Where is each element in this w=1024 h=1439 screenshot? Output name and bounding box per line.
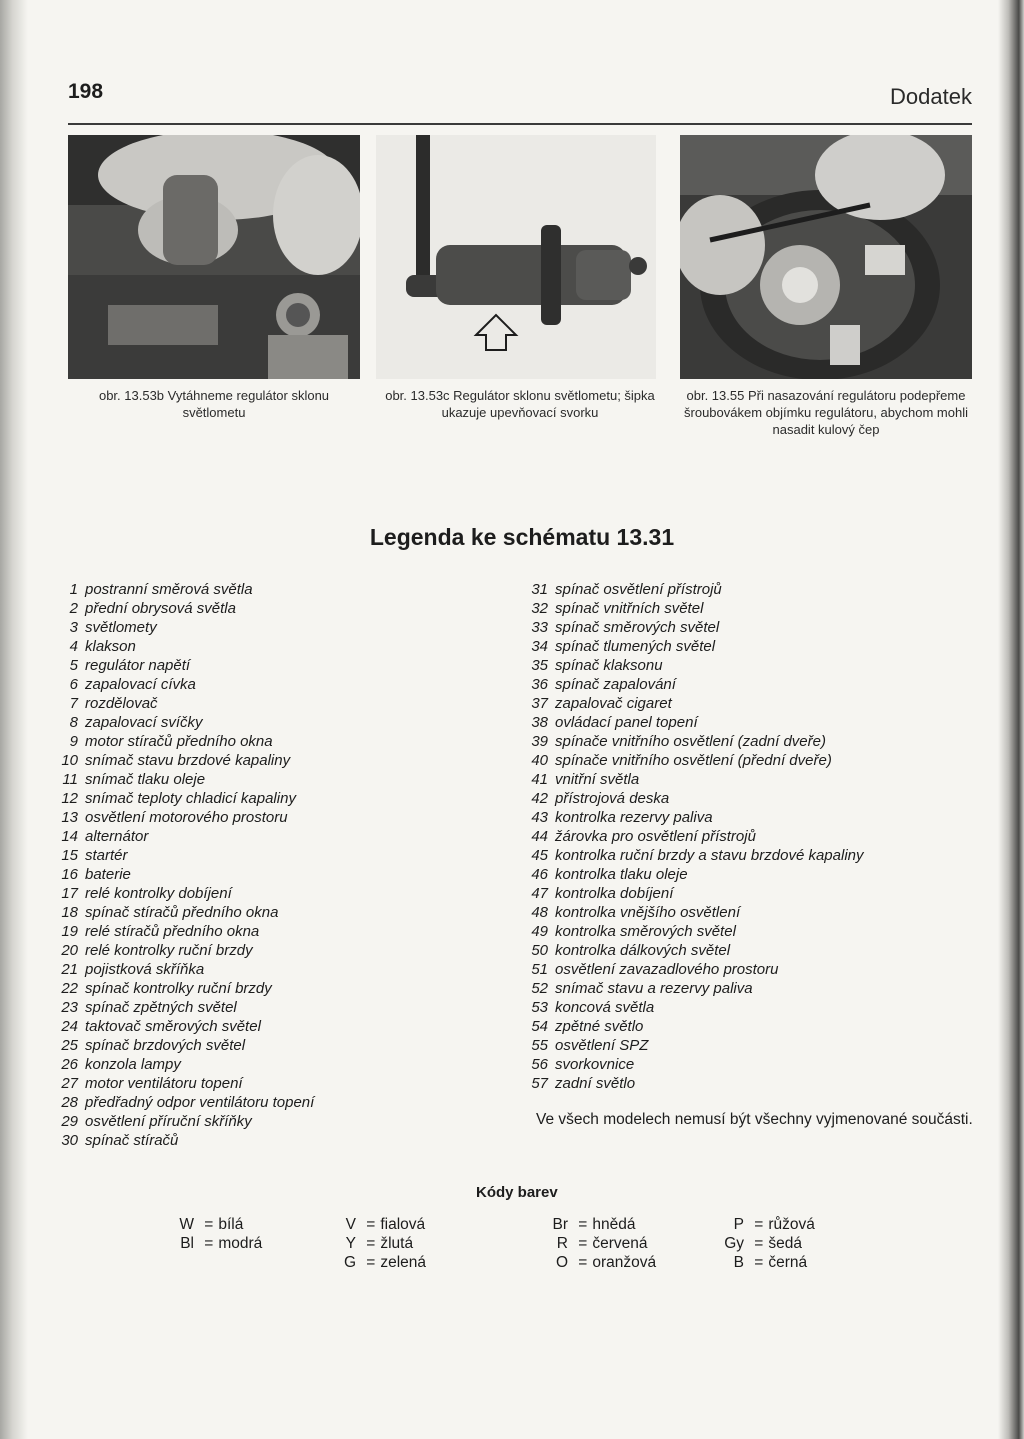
figure-caption: obr. 13.55 Při nasazování regulátoru podepřeme šroubovákem objímku regulátoru, abychom mohli nasadit kulový čep [684, 388, 968, 437]
legend-item-text: zapalovací cívka [85, 676, 196, 693]
legend-item-text: žárovka pro osvětlení přístrojů [555, 828, 756, 845]
legend-item-number: 27 [61, 1075, 78, 1092]
legend-item [522, 903, 864, 922]
legend-item-text: relé kontrolky ruční brzdy [85, 942, 253, 959]
color-code-item: V = fialová [334, 1215, 426, 1234]
legend-item-number: 30 [61, 1132, 78, 1149]
legend-item-text: kontrolka dálkových světel [555, 942, 731, 959]
legend-item-number: 37 [531, 695, 548, 712]
legend-note: Ve všech modelech nemusí být všechny vyjmenované součásti. [536, 1111, 973, 1128]
legend-item-text: spínač stíračů [85, 1132, 179, 1149]
legend-item [522, 1017, 864, 1036]
color-code: R [556, 1235, 568, 1252]
color-name: oranžová [592, 1254, 657, 1271]
legend-item-text: pojistková skříňka [85, 961, 205, 978]
legend-item-text: taktovač směrových světel [85, 1018, 261, 1035]
legend-item-text: motor stíračů předního okna [85, 733, 273, 750]
legend-item-number: 21 [61, 961, 78, 978]
legend-item [522, 656, 864, 675]
legend-item-text: předřadný odpor ventilátoru topení [85, 1094, 315, 1111]
legend-item-text: kontrolka ruční brzdy a stavu brzdové kapaliny [555, 847, 864, 864]
legend-item-number: 36 [531, 676, 548, 693]
legend-item [522, 865, 864, 884]
header-rule [68, 123, 972, 125]
legend-item-number: 35 [531, 657, 548, 674]
legend-item [52, 865, 314, 884]
figure-caption: obr. 13.53c Regulátor sklonu světlometu; šipka ukazuje upevňovací svorku [385, 388, 655, 420]
color-code-item: Y = žlutá [334, 1234, 426, 1253]
legend-item-number: 46 [531, 866, 548, 883]
legend-item [522, 884, 864, 903]
legend-item-number: 40 [531, 752, 548, 769]
legend-item [52, 618, 314, 637]
legend-item-number: 18 [61, 904, 78, 921]
color-name: černá [768, 1254, 808, 1271]
legend-item-number: 12 [61, 790, 78, 807]
legend-item [522, 846, 864, 865]
legend-item-text: spínač vnitřních světel [555, 600, 704, 617]
legend-item-number: 9 [69, 733, 78, 750]
legend-item-number: 47 [531, 885, 548, 902]
legend-item [52, 656, 314, 675]
legend-item-text: kontrolka tlaku oleje [555, 866, 688, 883]
legend-item [52, 1036, 314, 1055]
legend-item [52, 1093, 314, 1112]
legend-item-number: 15 [61, 847, 78, 864]
page-edge-right [998, 0, 1024, 1439]
legend-item-number: 19 [61, 923, 78, 940]
color-code-item: O = oranžová [546, 1253, 656, 1272]
legend-item [522, 922, 864, 941]
legend-item [52, 903, 314, 922]
legend-item-number: 26 [61, 1056, 78, 1073]
legend-item-number: 45 [531, 847, 548, 864]
color-code: Gy [724, 1235, 744, 1252]
legend-heading: Legenda ke schématu 13.31 [369, 524, 675, 550]
legend-item [522, 751, 864, 770]
legend-item-text: snímač stavu brzdové kapaliny [85, 752, 291, 769]
legend-item-text: zapalovací svíčky [85, 714, 203, 731]
legend-item-number: 54 [531, 1018, 548, 1035]
color-name: růžová [768, 1216, 815, 1233]
legend-item-number: 49 [531, 923, 548, 940]
legend-item-number: 33 [531, 619, 548, 636]
color-code-column [722, 1215, 815, 1272]
legend-item-number: 24 [61, 1018, 78, 1035]
legend-item [52, 1074, 314, 1093]
legend-item-number: 16 [61, 866, 78, 883]
color-code-item: Bl = modrá [172, 1234, 262, 1253]
legend-item-text: koncová světla [555, 999, 655, 1016]
legend-item-number: 1 [69, 581, 78, 598]
legend-item [522, 1074, 864, 1093]
legend-item-text: snímač stavu a rezervy paliva [555, 980, 753, 997]
legend-item [522, 599, 864, 618]
legend-item-text: spínač zapalování [555, 676, 676, 693]
color-name: červená [592, 1235, 648, 1252]
legend-item-number: 13 [61, 809, 78, 826]
legend-item-text: snímač teploty chladicí kapaliny [85, 790, 296, 807]
photo-13-55 [680, 135, 972, 379]
legend-item-number: 4 [69, 638, 78, 655]
color-code: W [179, 1216, 194, 1233]
legend-item-text: relé kontrolky dobíjení [85, 885, 232, 902]
legend-item [52, 1055, 314, 1074]
legend-item [522, 1055, 864, 1074]
legend-item-text: snímač tlaku oleje [85, 771, 206, 788]
color-name: žlutá [380, 1235, 414, 1252]
legend-item-text: zadní světlo [555, 1075, 636, 1092]
legend-item-text: osvětlení motorového prostoru [85, 809, 288, 826]
color-code-column [334, 1215, 426, 1272]
legend-item-text: vnitřní světla [555, 771, 640, 788]
legend-item-number: 2 [69, 600, 78, 617]
page-number: 198 [68, 80, 104, 103]
legend-item [52, 998, 314, 1017]
color-code-item: G = zelená [334, 1253, 426, 1272]
legend-item-text: spínač osvětlení přístrojů [555, 581, 722, 598]
legend-item [522, 827, 864, 846]
legend-item-number: 20 [61, 942, 78, 959]
legend-item-number: 23 [61, 999, 78, 1016]
legend-item-text: osvětlení zavazadlového prostoru [555, 961, 779, 978]
legend-item-number: 48 [531, 904, 548, 921]
legend-item-number: 39 [531, 733, 548, 750]
legend-item [52, 884, 314, 903]
legend-item-text: světlomety [85, 619, 157, 636]
color-code: O [555, 1254, 568, 1271]
color-code-item: P = růžová [722, 1215, 815, 1234]
color-code-item: B = černá [722, 1253, 815, 1272]
color-name: hnědá [592, 1216, 636, 1233]
legend-item-number: 50 [531, 942, 548, 959]
legend-item-text: spínač tlumených světel [555, 638, 716, 655]
color-code-column [172, 1215, 262, 1253]
color-name: zelená [380, 1254, 427, 1271]
legend-item [52, 979, 314, 998]
legend-item [52, 1017, 314, 1036]
legend-list-right [522, 580, 864, 1093]
legend-item [52, 1131, 314, 1150]
legend-item-number: 53 [531, 999, 548, 1016]
legend-item-number: 6 [69, 676, 78, 693]
legend-item [522, 732, 864, 751]
legend-item-number: 41 [531, 771, 548, 788]
legend-item-number: 42 [531, 790, 548, 807]
legend-item [52, 637, 314, 656]
legend-item-text: kontrolka rezervy paliva [555, 809, 713, 826]
color-code: Bl [180, 1235, 194, 1252]
legend-item [522, 789, 864, 808]
legend-item-text: svorkovnice [555, 1056, 635, 1073]
legend-item [52, 580, 314, 599]
color-code: G [343, 1254, 356, 1271]
legend-item-text: spínač zpětných světel [85, 999, 237, 1016]
legend-item [52, 713, 314, 732]
legend-item-text: spínač klaksonu [555, 657, 663, 674]
color-code-item: Br = hnědá [546, 1215, 656, 1234]
color-code-item: R = červená [546, 1234, 656, 1253]
legend-item-text: rozdělovač [85, 695, 158, 712]
legend-item-number: 57 [531, 1075, 548, 1092]
legend-item-text: alternátor [85, 828, 149, 845]
legend-item-text: kontrolka směrových světel [555, 923, 736, 940]
legend-item-number: 17 [61, 885, 78, 902]
legend-item-number: 32 [531, 600, 548, 617]
color-code: Br [552, 1216, 568, 1233]
legend-item [522, 637, 864, 656]
color-codes-heading: Kódy barev [476, 1184, 558, 1201]
legend-item-text: konzola lampy [85, 1056, 181, 1073]
legend-item-text: regulátor napětí [85, 657, 191, 674]
legend-item-number: 22 [61, 980, 78, 997]
color-name: modrá [218, 1235, 263, 1252]
legend-item [522, 694, 864, 713]
legend-item-text: motor ventilátoru topení [85, 1075, 243, 1092]
legend-item-text: startér [85, 847, 128, 864]
legend-item [522, 770, 864, 789]
legend-item-number: 10 [61, 752, 78, 769]
legend-item-text: ovládací panel topení [555, 714, 698, 731]
legend-item [52, 1112, 314, 1131]
legend-item [522, 1036, 864, 1055]
photo-13-53c [376, 135, 656, 379]
legend-item [52, 732, 314, 751]
legend-item-number: 29 [61, 1113, 78, 1130]
legend-list-left [52, 580, 314, 1150]
legend-item [522, 618, 864, 637]
section-title: Dodatek [890, 84, 972, 109]
legend-item-number: 25 [61, 1037, 78, 1054]
legend-item-text: přední obrysová světla [85, 600, 236, 617]
legend-item [522, 808, 864, 827]
color-code-column [546, 1215, 656, 1272]
legend-item-text: spínač brzdových světel [85, 1037, 246, 1054]
legend-item-text: osvětlení SPZ [555, 1037, 649, 1054]
legend-item [52, 599, 314, 618]
photo-13-53b [68, 135, 360, 379]
legend-item [52, 694, 314, 713]
legend-item [522, 998, 864, 1017]
legend-item [52, 941, 314, 960]
legend-item-number: 55 [531, 1037, 548, 1054]
legend-item-number: 8 [69, 714, 78, 731]
legend-item-number: 5 [69, 657, 78, 674]
color-code-item: Gy = šedá [722, 1234, 815, 1253]
legend-item [522, 941, 864, 960]
legend-item [52, 675, 314, 694]
legend-item-number: 31 [531, 581, 548, 598]
legend-item-text: klakson [85, 638, 136, 655]
legend-item-text: kontrolka dobíjení [555, 885, 674, 902]
color-name: šedá [768, 1235, 802, 1252]
legend-item [522, 580, 864, 599]
legend-item-text: spínače vnitřního osvětlení (přední dveře) [555, 752, 832, 769]
legend-item-number: 44 [531, 828, 548, 845]
color-code: P [733, 1216, 744, 1233]
color-code-item: W = bílá [172, 1215, 262, 1234]
legend-item [52, 960, 314, 979]
legend-item-number: 14 [61, 828, 78, 845]
legend-item-text: postranní směrová světla [85, 581, 253, 598]
legend-item-number: 7 [69, 695, 78, 712]
legend-item-text: spínač směrových světel [555, 619, 720, 636]
legend-item-number: 52 [531, 980, 548, 997]
color-code: V [345, 1216, 356, 1233]
legend-item [522, 979, 864, 998]
legend-item [522, 713, 864, 732]
legend-item-number: 34 [531, 638, 548, 655]
legend-item [52, 922, 314, 941]
legend-item-text: relé stíračů předního okna [85, 923, 260, 940]
legend-item-number: 38 [531, 714, 548, 731]
legend-item-number: 56 [531, 1056, 548, 1073]
legend-item-text: spínač stíračů předního okna [85, 904, 279, 921]
legend-item [52, 770, 314, 789]
legend-item-text: kontrolka vnějšího osvětlení [555, 904, 741, 921]
color-name: bílá [218, 1216, 244, 1233]
legend-item-number: 3 [69, 619, 78, 636]
legend-item [522, 675, 864, 694]
color-name: fialová [380, 1216, 426, 1233]
legend-item [522, 960, 864, 979]
legend-item [52, 827, 314, 846]
legend-item-number: 28 [61, 1094, 78, 1111]
color-code: B [733, 1254, 744, 1271]
page-edge-left [0, 0, 28, 1439]
legend-item-number: 51 [531, 961, 548, 978]
legend-item [52, 751, 314, 770]
legend-item-text: spínač kontrolky ruční brzdy [85, 980, 272, 997]
legend-item-text: zpětné světlo [555, 1018, 644, 1035]
figure-caption: obr. 13.53b Vytáhneme regulátor sklonu světlometu [98, 388, 330, 420]
legend-item [52, 789, 314, 808]
legend-item-text: zapalovač cigaret [555, 695, 672, 712]
legend-item-text: baterie [85, 866, 131, 883]
legend-item-number: 11 [62, 771, 78, 788]
legend-item [52, 808, 314, 827]
legend-item-text: spínače vnitřního osvětlení (zadní dveře) [555, 733, 826, 750]
legend-item-text: přístrojová deska [555, 790, 670, 807]
color-code: Y [345, 1235, 356, 1252]
legend-item-text: osvětlení příruční skříňky [85, 1113, 252, 1130]
legend-item-number: 43 [531, 809, 548, 826]
legend-item [52, 846, 314, 865]
